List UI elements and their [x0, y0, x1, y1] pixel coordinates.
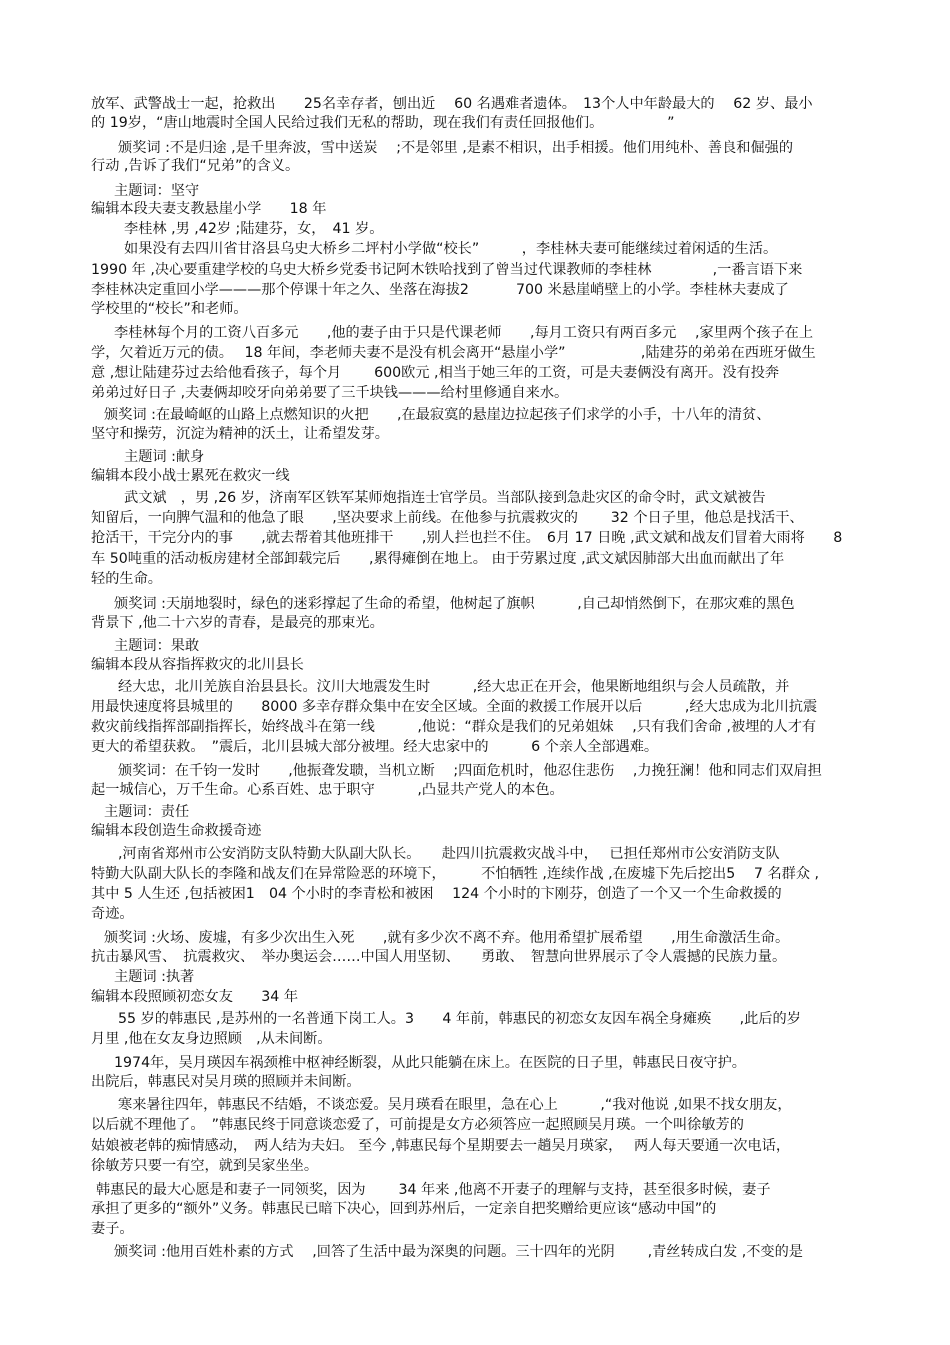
text-line: 抢活干，干完分内的事 ,就去帮着其他班排干 ,别人拦也拦不住。 6月 17 日晚 ,武文斌和战友们冒着大雨将 8	[91, 530, 843, 546]
text-line: 放军、武警战士一起，抢救出 25名幸存者，刨出近 60 名遇难者遗体。 13个人中年龄最大的 62 岁、最小	[91, 96, 813, 112]
text-line: 妻子。	[91, 1221, 134, 1237]
text-line: 主题词：果敢	[114, 638, 200, 654]
text-line: 轻的生命。	[91, 571, 162, 587]
text-line: 抗击暴风雪、 抗震救灾、 举办奥运会……中国人用坚韧、 勇敢、 智慧向世界展示了令人震撼的民族力量。	[91, 949, 787, 965]
text-line: 坚守和操劳，沉淀为精神的沃土，让希望发芽。	[91, 426, 389, 442]
section-heading: 编辑本段从容指挥救灾的北川县长	[91, 657, 304, 673]
text-line: 韩惠民的最大心愿是和妻子一同领奖，因为 34 年来 ,他离不开妻子的理解与支持，甚至很多时候，妻子	[96, 1182, 771, 1198]
text-line: 以后就不理他了。 ”韩惠民终于同意谈恋爱了，可前提是女方必须答应一起照顾吴月瑛。一个叫徐敏芳的	[91, 1117, 744, 1133]
text-line: 弟弟过好日子 ,夫妻俩却咬牙向弟弟要了三千块钱———给村里修通自来水。	[91, 385, 569, 401]
text-line: 起一城信心，万千生命。心系百姓、忠于职守 ,凸显共产党人的本色。	[91, 782, 564, 798]
text-line: 车 50吨重的活动板房建材全部卸载完后 ,累得瘫倒在地上。 由于劳累过度 ,武文斌因肺部大出血而献出了年	[91, 551, 785, 567]
text-line: 行动 ,告诉了我们“兄弟”的含义。	[91, 158, 300, 174]
section-heading: 编辑本段小战士累死在救灾一线	[91, 468, 290, 484]
text-line: 徐敏芳只要一有空，就到吴家坐坐。	[91, 1158, 319, 1174]
text-line: 月里 ,他在女友身边照顾 ,从未间断。	[91, 1031, 332, 1047]
text-line: 学，欠着近万元的债。 18 年间，李老师夫妻不是没有机会离开“悬崖小学” ,陆建芬的弟弟在西班牙做生	[91, 345, 816, 361]
text-line: 颁奖词 :火场、废墟，有多少次出生入死 ,就有多少次不离不弃。他用希望扩展希望 ,用生命激活生命。	[104, 930, 790, 946]
text-line: 颁奖词：在千钧一发时 ,他振聋发聩，当机立断 ;四面危机时，他忍住悲伤 ,力挽狂澜！他和同志们双肩担	[118, 763, 822, 779]
text-line: 学校里的“校长”和老师。	[91, 301, 248, 317]
text-line: 背景下 ,他二十六岁的青春，是最亮的那束光。	[91, 615, 384, 631]
text-line: 李桂林每个月的工资八百多元 ,他的妻子由于只是代课老师 ,每月工资只有两百多元 ,家里两个孩子在上	[114, 325, 814, 341]
section-heading: 编辑本段照顾初恋女友 34 年	[91, 989, 299, 1005]
text-line: 用最快速度将县城里的 8000 多幸存群众集中在安全区域。全面的救援工作展开以后 ,经大忠成为北川抗震	[91, 699, 818, 715]
text-line: 承担了更多的“额外”义务。韩惠民已暗下决心，回到苏州后，一定亲自把奖赠给更应该“感动中国”的	[91, 1201, 717, 1217]
text-line: 颁奖词 :天崩地裂时，绿色的迷彩撑起了生命的希望，他树起了旗帜 ,自己却悄然倒下，在那灾难的黑色	[114, 596, 795, 612]
text-line: 颁奖词 :他用百姓朴素的方式 ,回答了生活中最为深奥的问题。三十四年的光阴 ,青丝转成白发 ,不变的是	[114, 1244, 803, 1260]
text-line: 如果没有去四川省甘洛县乌史大桥乡二坪村小学做“校长” ，李桂林夫妻可能继续过着闲适的生活。	[124, 241, 778, 257]
text-line: 1990 年 ,决心要重建学校的乌史大桥乡党委书记阿木铁哈找到了曾当过代课教师的李桂林 ,一番言语下来	[91, 262, 803, 278]
text-line: 颁奖词 :不是归途 ,是千里奔波，雪中送炭 ;不是邻里 ,是素不相识，出手相援。他们用纯朴、善良和倔强的	[118, 140, 794, 156]
text-line: 主题词：坚守	[114, 183, 200, 199]
text-line: 姑娘被老韩的痴情感动， 两人结为夫妇。 至今 ,韩惠民每个星期要去一趟吴月瑛家， 两人每天要通一次电话，	[91, 1138, 791, 1154]
text-line: 寒来暑往四年，韩惠民不结婚，不谈恋爱。吴月瑛看在眼里，急在心上 ,“我对他说 ,如果不找女朋友，	[118, 1097, 792, 1113]
text-line: 救灾前线指挥部副指挥长，始终战斗在第一线 ,他说：“群众是我们的兄弟姐妹 ,只有我们舍命 ,被埋的人才有	[91, 719, 817, 735]
text-line: 1974年，吴月瑛因车祸颈椎中枢神经断裂，从此只能躺在床上。在医院的日子里，韩惠民日夜守护。	[114, 1055, 746, 1071]
text-line: 其中 5 人生还 ,包括被困1 04 个小时的李青松和被困 124 个小时的卞刚芬，创造了一个又一个生命救援的	[91, 886, 782, 902]
text-line: 李桂林 ,男 ,42岁 ;陆建芬，女， 41 岁。	[124, 221, 384, 237]
section-heading: 编辑本段创造生命救援奇迹	[91, 823, 262, 839]
text-line: ,河南省郑州市公安消防支队特勤大队副大队长。 赴四川抗震救灾战斗中， 已担任郑州市公安消防支队	[118, 846, 780, 862]
text-line: 意 ,想让陆建芬过去给他看孩子，每个月 600欧元 ,相当于她三年的工资，可是夫妻俩没有离开。没有投奔	[91, 365, 780, 381]
text-line: 知留后，一向脾气温和的他急了眼 ,坚决要求上前线。在他参与抗震救灾的 32 个日子里，他总是找活干、	[91, 510, 804, 526]
section-heading: 编辑本段夫妻支教悬崖小学 18 年	[91, 201, 327, 217]
text-line: 颁奖词 :在最崎岖的山路上点燃知识的火把 ,在最寂寞的悬崖边拉起孩子们求学的小手，十八年的清贫、	[104, 407, 771, 423]
text-line: 的 19岁，“唐山地震时全国人民给过我们无私的帮助，现在我们有责任回报他们。 ”	[91, 115, 675, 131]
text-line: 武文斌 ，男 ,26 岁，济南军区铁军某师炮指连士官学员。当部队接到急赴灾区的命令时，武文斌被告	[124, 490, 766, 506]
text-line: 主题词 :执著	[114, 969, 195, 985]
text-line: 出院后，韩惠民对吴月瑛的照顾并未间断。	[91, 1074, 361, 1090]
text-line: 55 岁的韩惠民 ,是苏州的一名普通下岗工人。3 4 年前，韩惠民的初恋女友因车祸全身瘫痪 ,此后的岁	[118, 1011, 801, 1027]
text-line: 主题词 :献身	[124, 449, 205, 465]
text-line: 经大忠，北川羌族自治县县长。汶川大地震发生时 ,经大忠正在开会，他果断地组织与会人员疏散，并	[118, 679, 790, 695]
text-line: 奇迹。	[91, 906, 134, 922]
text-line: 更大的希望获救。 ”震后，北川县城大部分被埋。经大忠家中的 6 个亲人全部遇难。	[91, 739, 659, 755]
text-line: 主题词：责任	[104, 804, 190, 820]
text-line: 李桂林决定重回小学———那个停课十年之久、坐落在海拔2 700 米悬崖峭壁上的小学。李桂林夫妻成了	[91, 282, 789, 298]
text-line: 特勤大队副大队长的李隆和战友们在异常险恶的环境下， 不怕牺牲 ,连续作战 ,在废墟下先后挖出5 7 名群众 ,	[91, 866, 820, 882]
